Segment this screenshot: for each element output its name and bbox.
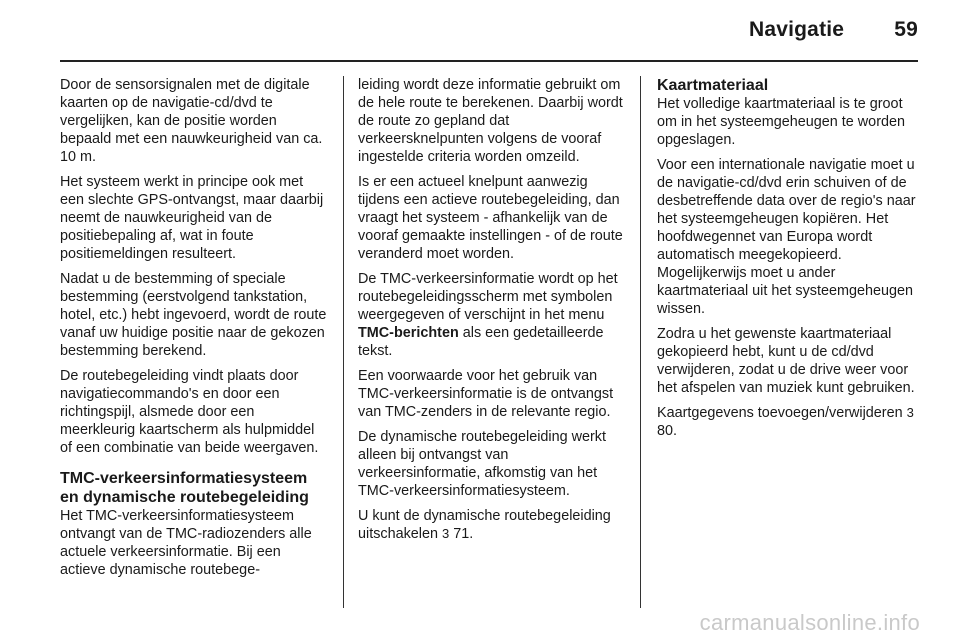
paragraph: leiding wordt deze informatie gebruikt om de hele route te berekenen. Daarbij wordt de route zo gepland dat verkeersknelpunten volgens de vooraf ingestelde criteria worden omzeild. [358,77,623,165]
reference-arrow-icon: 3 [906,405,914,420]
column-3 [657,76,925,447]
section-heading-kaartmateriaal: Kaartmateriaal [657,77,769,94]
paragraph: Voor een internationale navigatie moet u de navigatie-cd/dvd erin schuiven of de desbetreffende data over de regio's naar het systeemgeheugen kopiëren. Het hoofdwegennet van Europa wordt automatisch meegekopieerd. Mogelijkerwijs moet u ander kaartmateriaal uit het systeemgeheugen wissen. [657,157,916,317]
menu-name-tmc-berichten: TMC-berichten [358,325,459,341]
column-1 [60,76,328,586]
column-2 [358,76,626,550]
paragraph [657,404,925,440]
reference-arrow-icon: 3 [442,526,450,541]
paragraph: Een voorwaarde voor het gebruik van TMC-verkeersinformatie is de ontvangst van TMC-zenders in de relevante regio. [358,368,614,420]
page-reference-link[interactable]: 71. [453,526,474,542]
paragraph: Is er een actueel knelpunt aanwezig tijdens een actieve routebegeleiding, dan vraagt het systeem - afhankelijk van de vooraf gemaakte instellingen - of de route veranderd moet worden. [358,174,623,262]
paragraph-text: De TMC-verkeersinformatie wordt op het routebegeleidingsscherm met symbolen weergegeven of verschijnt in het menu [358,271,618,323]
page-number: 59 [894,18,918,41]
paragraph: Het TMC-verkeersinformatiesysteem ontvangt van de TMC-radiozenders alle actuele verkeersinformatie. Bij een actieve dynamische routebege- [60,508,312,578]
page-header [749,18,918,42]
paragraph: Zodra u het gewenste kaartmateriaal gekopieerd hebt, kunt u de cd/dvd verwijderen, zodat u de drive weer voor het afspelen van muziek kunt gebruiken. [657,326,915,396]
page-title: Navigatie [749,18,845,41]
paragraph-text: als een gedetailleerde tekst. [358,325,604,359]
paragraph: Het systeem werkt in principe ook met een slechte GPS-ontvangst, maar daarbij neemt de nauwkeurigheid van de positiebepaling af, wat in foute positiemeldingen resulteert. [60,174,324,262]
paragraph: Door de sensorsignalen met de digitale kaarten op de navigatie-cd/dvd te vergelijken, kan de positie worden bepaald met een nauwkeurigheid van ca. 10 m. [60,77,323,165]
paragraph: Het volledige kaartmateriaal is te groot om in het systeemgeheugen te worden opgeslagen. [657,96,905,148]
watermark-text: carmanualsonline.info [699,610,920,635]
paragraph: De dynamische routebegeleiding werkt alleen bij ontvangst van verkeersinformatie, afkomstig van het TMC-verkeersinformatiesysteem. [358,429,606,499]
page-reference-link[interactable]: 80. [657,423,678,439]
paragraph [358,270,626,360]
paragraph-text: U kunt de dynamische routebegeleiding uitschakelen [358,508,611,542]
paragraph: Nadat u de bestemming of speciale bestemming (eerstvolgend tankstation, hotel, etc.) hebt ingevoerd, wordt de route vanaf uw huidige positie naar de gekozen bestemming berekend. [60,271,327,359]
section-heading-tmc: TMC-verkeersinformatiesysteem en dynamische routebegeleiding [60,470,309,506]
column-divider-2 [640,76,641,608]
column-divider-1 [343,76,344,608]
header-rule [60,60,918,62]
paragraph: De routebegeleiding vindt plaats door navigatiecommando's en door een richtingspijl, alsmede door een meerkleurig kaartscherm als hulpmiddel of een combinatie van beide weergaven. [60,368,319,456]
paragraph [358,507,626,543]
paragraph-text: Kaartgegevens toevoegen/verwijderen [657,405,903,421]
